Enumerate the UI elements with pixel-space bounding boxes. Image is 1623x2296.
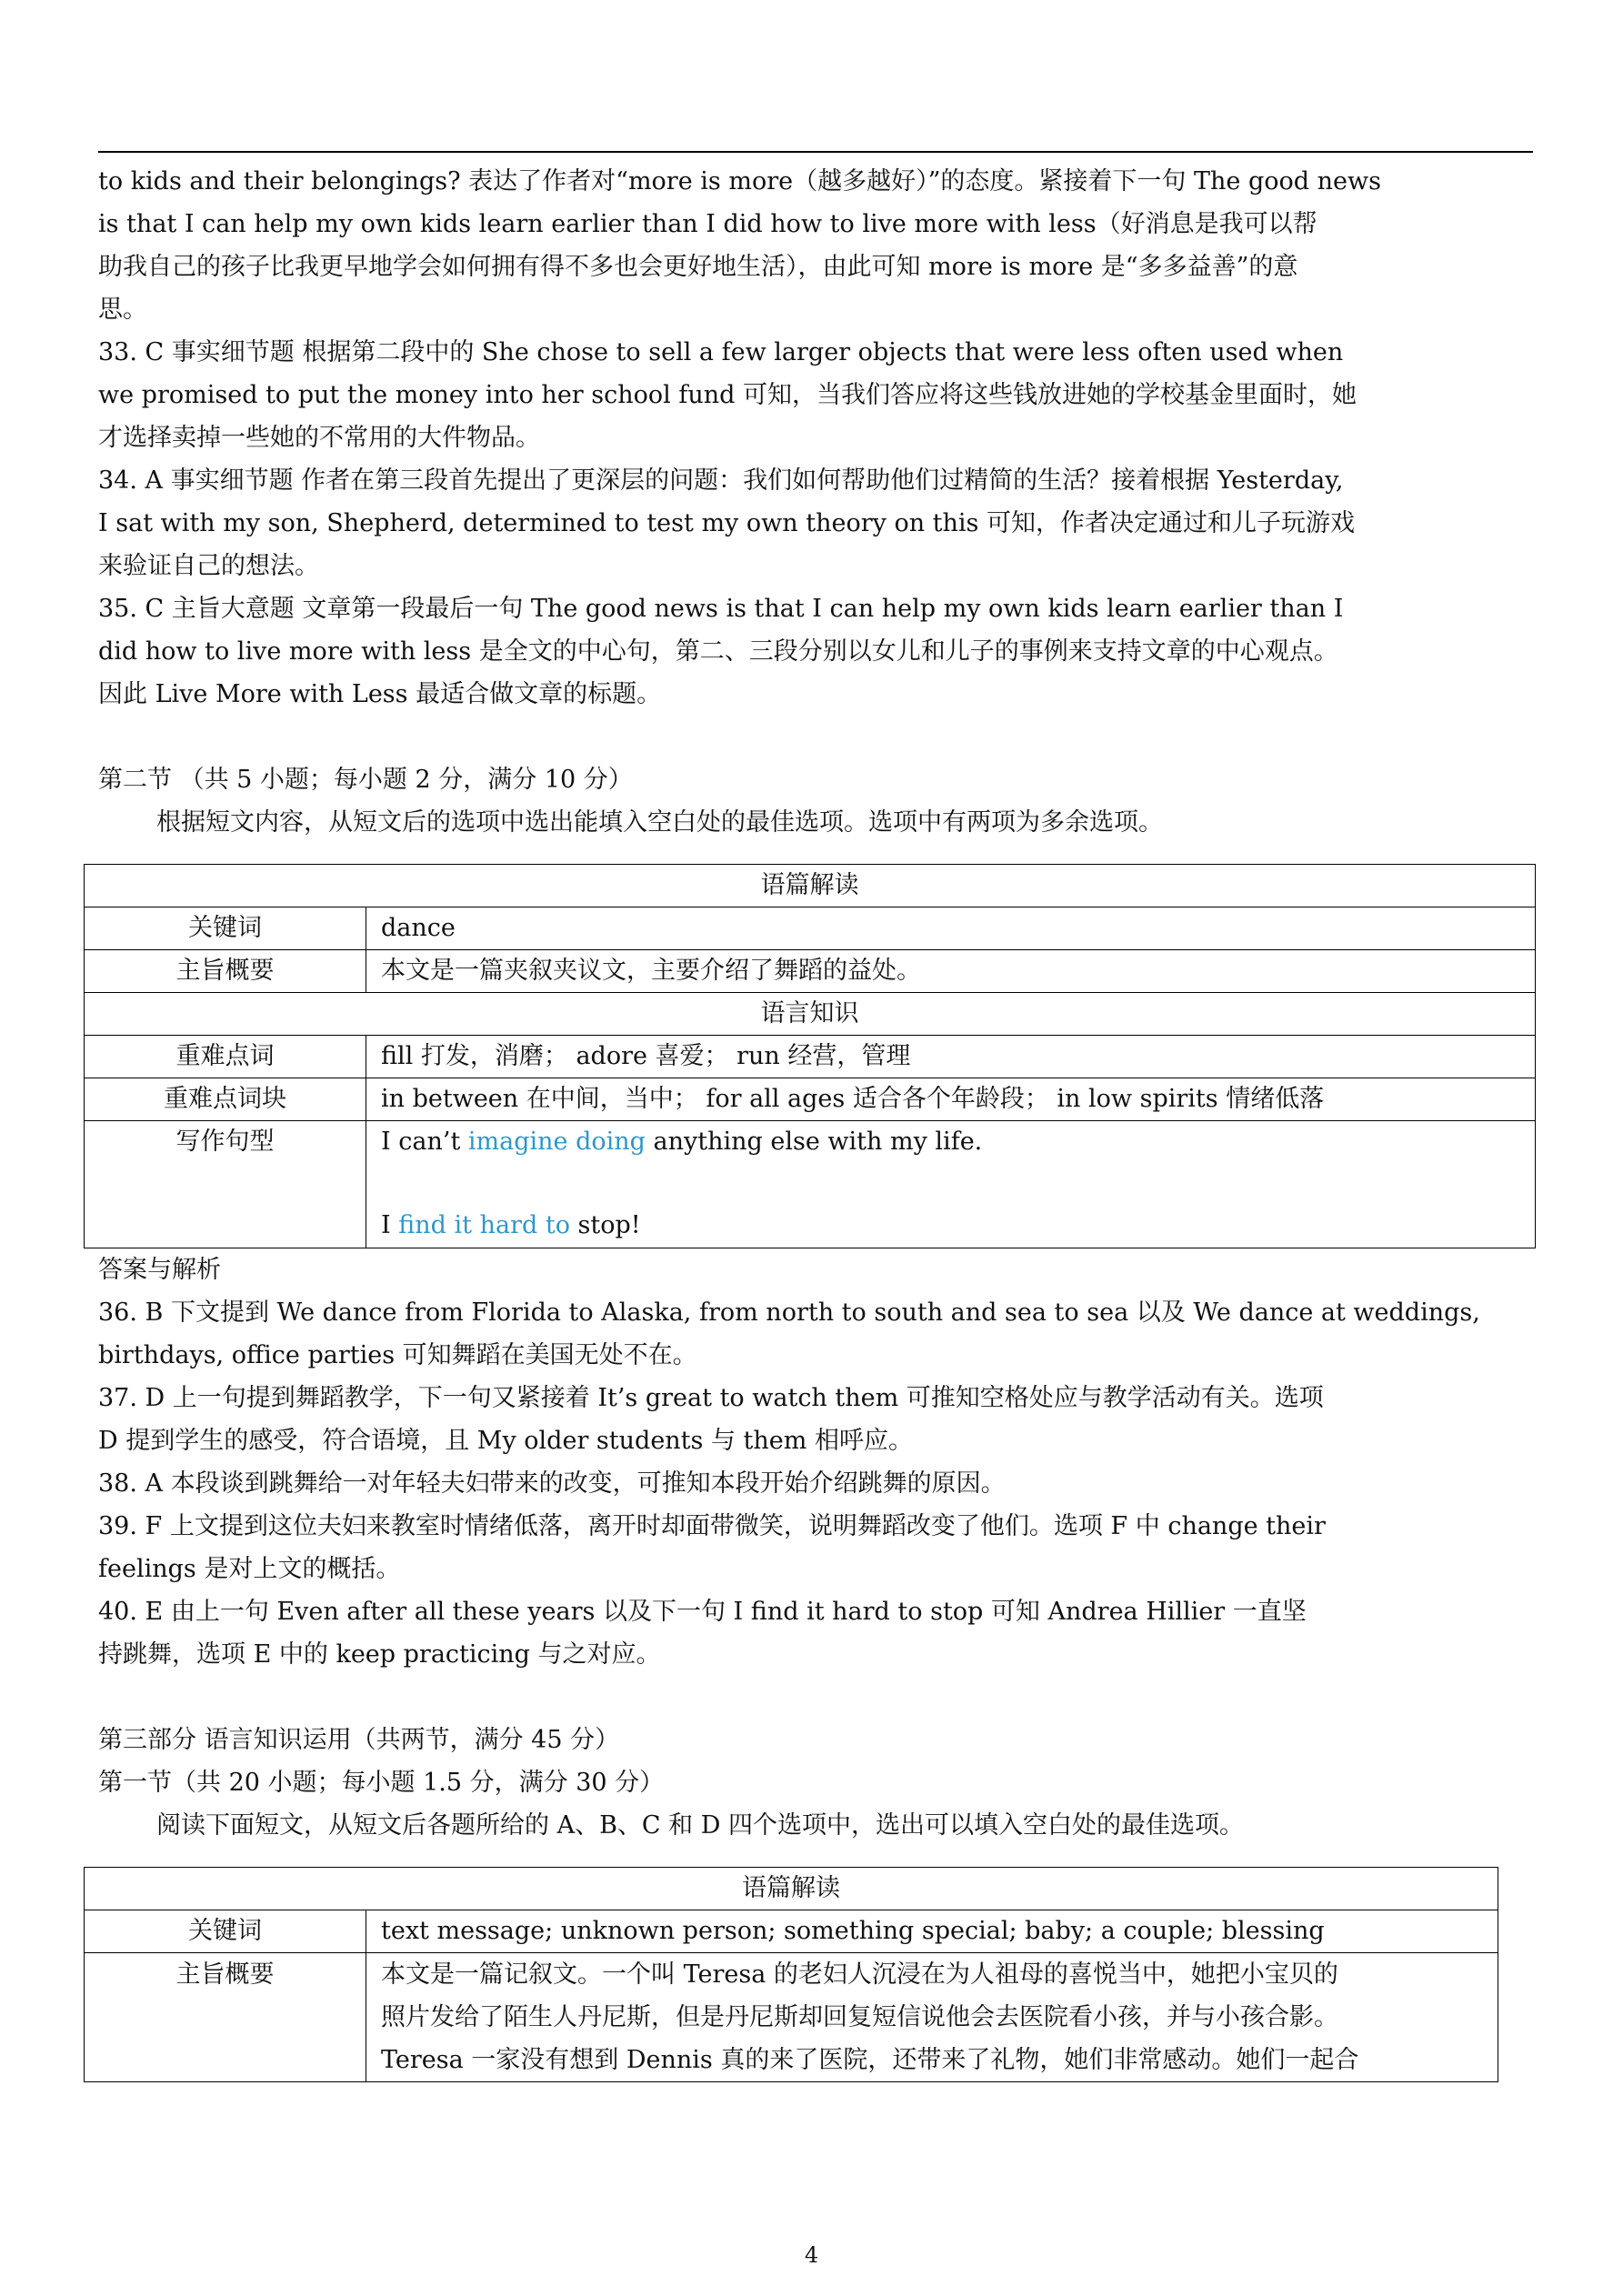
key-chunks-value: in between 在中间，当中； for all ages 适合各个年龄段； in low spirits 情绪低落 (366, 1078, 1536, 1121)
sentence-pattern-label: 写作句型 (85, 1121, 366, 1248)
answer-40-line: 持跳舞，选项 E 中的 keep practicing 与之对应。 (98, 1640, 661, 1669)
summary-line: Teresa 一家没有想到 Dennis 真的来了医院，还带来了礼物，她们非常感动。她们一起合 (381, 2046, 1359, 2074)
text-line: 助我自己的孩子比我更早地学会如何拥有得不多也会更好地生活），由此可知 more is more 是“多多益善”的意 (98, 253, 1298, 281)
highlighted-phrase: imagine doing (467, 1128, 646, 1156)
summary-value: 本文是一篇夹叙夹议文，主要介绍了舞蹈的益处。 (366, 950, 1536, 993)
key-words-label: 重难点词 (85, 1036, 366, 1078)
summary-line: 本文是一篇记叙文。一个叫 Teresa 的老妇人沉浸在为人祖母的喜悦当中，她把小宝贝的 (381, 1960, 1338, 1989)
answer-39-line: feelings 是对上文的概括。 (98, 1555, 401, 1583)
header-rule (98, 151, 1533, 153)
sentence-pattern-value (366, 1121, 1536, 1248)
answer-33-line: 33. C 事实细节题 根据第二段中的 She chose to sell a few larger objects that were less often used when (98, 338, 1344, 366)
text-line: is that I can help my own kids learn earlier than I did how to live more with less（好消息是我可以帮 (98, 210, 1317, 238)
answer-35-line: did how to live more with less 是全文的中心句，第二、三段分别以女儿和儿子的事例来支持文章的中心观点。 (98, 637, 1338, 666)
part3-instruction: 阅读下面短文，从短文后各题所给的 A、B、C 和 D 四个选项中，选出可以填入空白处的最佳选项。 (156, 1811, 1244, 1840)
summary-label: 主旨概要 (85, 1953, 366, 2082)
key-chunks-label: 重难点词块 (85, 1078, 366, 1121)
answer-37-line: D 提到学生的感受，符合语境，且 My older students 与 them 相呼应。 (98, 1427, 913, 1455)
answer-34-line: 来验证自己的想法。 (98, 552, 319, 580)
table-header: 语言知识 (85, 993, 1536, 1036)
sentence-text: stop! (569, 1211, 641, 1239)
answer-39-line: 39. F 上文提到这位夫妇来教室时情绪低落，离开时却面带微笑，说明舞蹈改变了他们。选项 F 中 change their (98, 1512, 1326, 1540)
table-header: 语篇解读 (85, 1868, 1498, 1910)
text-line: to kids and their belongings? 表达了作者对“more is more（越多越好）”的态度。紧接着下一句 The good news (98, 167, 1381, 196)
keyword-value: dance (366, 907, 1536, 950)
answer-33-line: 才选择卖掉一些她的不常用的大件物品。 (98, 424, 540, 452)
section2-heading: 第二节 （共 5 小题；每小题 2 分，满分 10 分） (98, 766, 633, 794)
summary-line: 照片发给了陌生人丹尼斯，但是丹尼斯却回复短信说他会去医院看小孩，并与小孩合影。 (381, 2003, 1338, 2031)
sentence-text: anything else with my life. (645, 1128, 983, 1156)
sentence-pattern-2 (381, 1205, 1520, 1247)
text-line: 思。 (98, 296, 147, 324)
answer-36-line: 36. B 下文提到 We dance from Florida to Alaska, from north to south and sea to sea 以及 We dance at weddings, (98, 1298, 1480, 1327)
answer-34-line: 34. A 事实细节题 作者在第三段首先提出了更深层的问题：我们如何帮助他们过精简的生活？接着根据 Yesterday, (98, 466, 1344, 495)
part3-heading: 第三部分 语言知识运用（共两节，满分 45 分） (98, 1726, 620, 1754)
passage-analysis-table-1 (84, 864, 1536, 1248)
answer-36-line: birthdays, office parties 可知舞蹈在美国无处不在。 (98, 1341, 697, 1369)
sentence-text: I (381, 1211, 399, 1239)
sentence-text: I can’t (381, 1128, 468, 1156)
keyword-value: text message; unknown person; something special; baby; a couple; blessing (366, 1910, 1498, 1953)
table-header: 语篇解读 (85, 865, 1536, 907)
part3-section1-heading: 第一节（共 20 小题；每小题 1.5 分，满分 30 分） (98, 1769, 665, 1797)
section2-instruction: 根据短文内容，从短文后的选项中选出能填入空白处的最佳选项。选项中有两项为多余选项。 (156, 808, 1163, 837)
answers-heading: 答案与解析 (98, 1256, 221, 1284)
page-number: 4 (804, 2242, 819, 2268)
answer-33-line: we promised to put the money into her school fund 可知，当我们答应将这些钱放进她的学校基金里面时，她 (98, 381, 1358, 409)
answer-34-line: I sat with my son, Shepherd, determined to test my own theory on this 可知，作者决定通过和儿子玩游戏 (98, 509, 1355, 537)
keyword-label: 关键词 (85, 907, 366, 950)
answer-37-line: 37. D 上一句提到舞蹈教学，下一句又紧接着 It’s great to watch them 可推知空格处应与教学活动有关。选项 (98, 1384, 1324, 1412)
summary-value (366, 1953, 1498, 2082)
passage-analysis-table-2 (84, 1867, 1498, 2082)
key-words-value: fill 打发，消磨； adore 喜爱； run 经营，管理 (366, 1036, 1536, 1078)
summary-label: 主旨概要 (85, 950, 366, 993)
answer-40-line: 40. E 由上一句 Even after all these years 以及下一句 I find it hard to stop 可知 Andrea Hillier 一直坚 (98, 1598, 1307, 1626)
keyword-label: 关键词 (85, 1910, 366, 1953)
answer-38-line: 38. A 本段谈到跳舞给一对年轻夫妇带来的改变，可推知本段开始介绍跳舞的原因。 (98, 1469, 1006, 1498)
answer-35-line: 因此 Live More with Less 最适合做文章的标题。 (98, 680, 662, 708)
sentence-pattern-1 (381, 1121, 1520, 1163)
answer-35-line: 35. C 主旨大意题 文章第一段最后一句 The good news is that I can help my own kids learn earlier than I (98, 595, 1344, 623)
page-body (98, 160, 1535, 2082)
highlighted-phrase: find it hard to (398, 1211, 570, 1239)
